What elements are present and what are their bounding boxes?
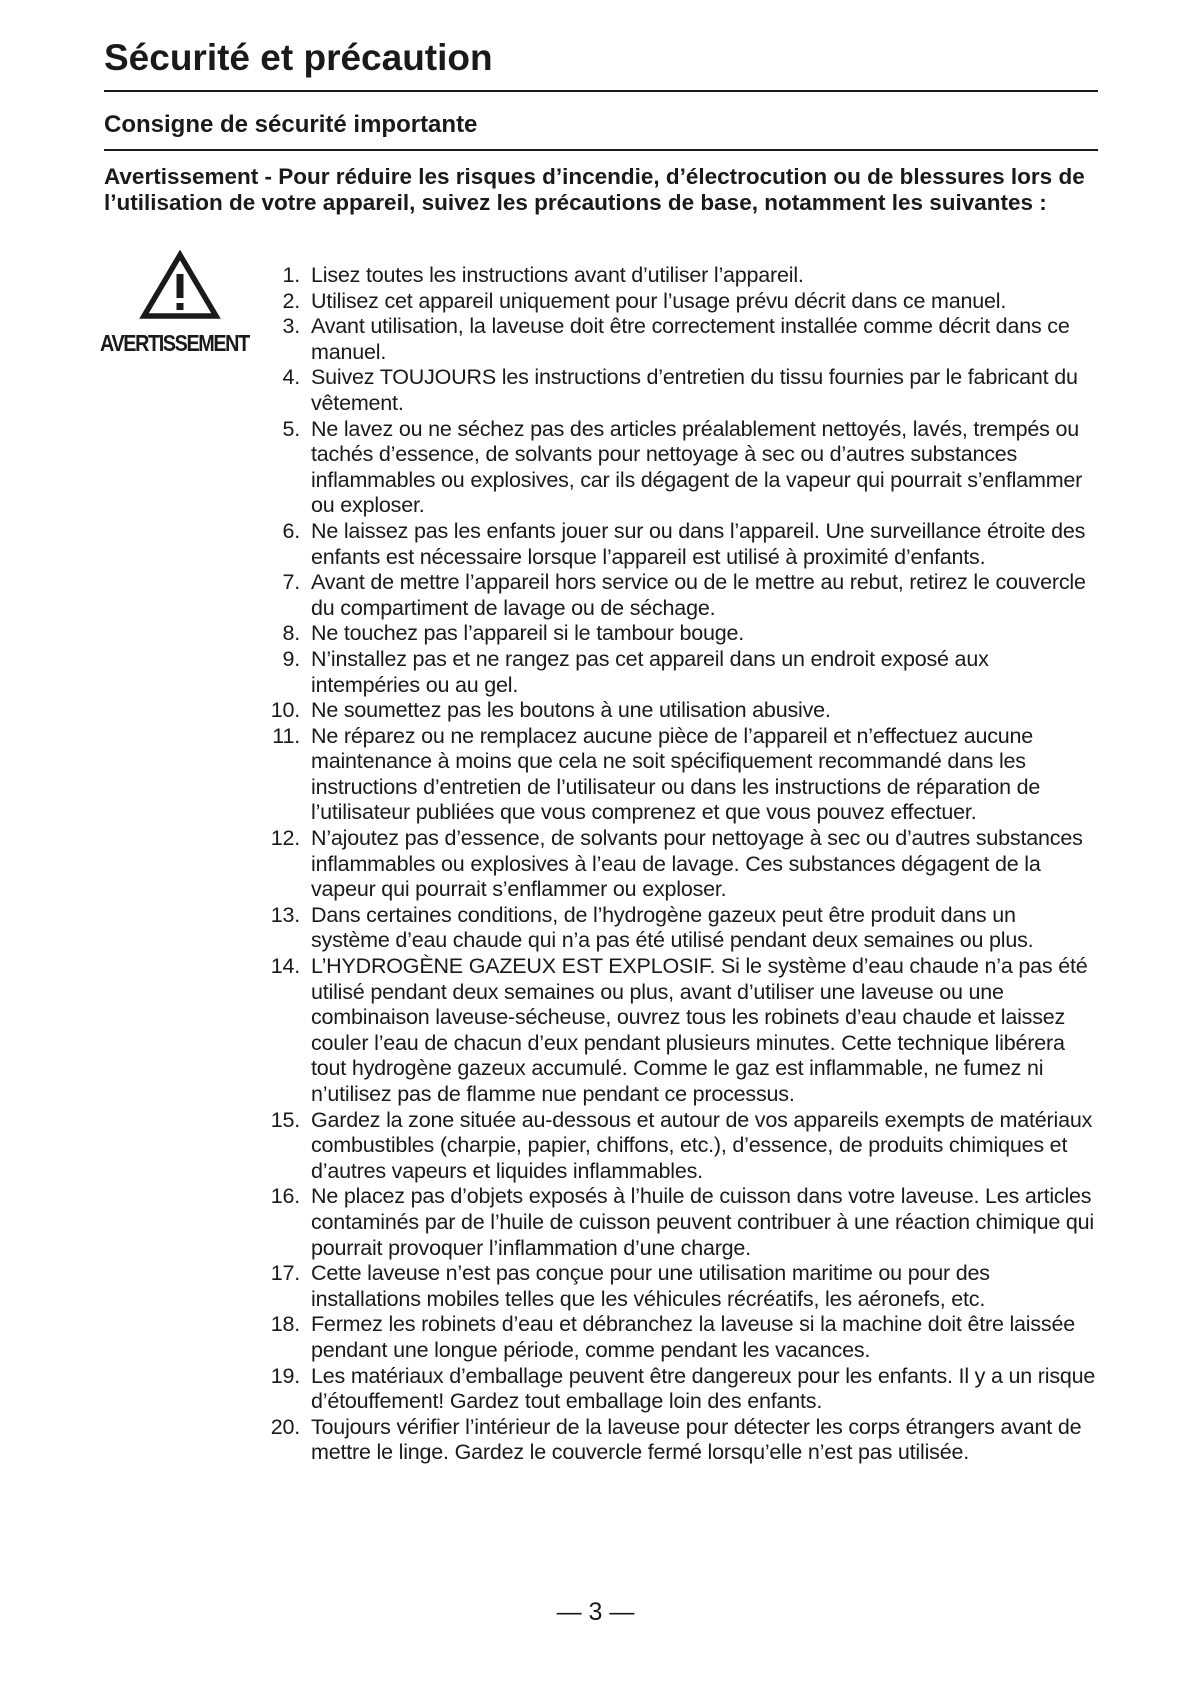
instruction-item	[266, 314, 1096, 365]
instruction-item	[266, 1261, 1096, 1312]
instruction-text: Utilisez cet appareil uniquement pour l’usage prévu décrit dans ce manuel.	[311, 288, 1007, 313]
instruction-number: 10.	[270, 698, 300, 723]
section-title: Consigne de sécurité importante	[104, 111, 478, 138]
instruction-text: Ne réparez ou ne remplacez aucune pièce de l’appareil et n’effectuez aucune maintenance à moins que cela ne soit spécifiquement recommandé dans les instructions d’entretien de l’utilisateur ou dans les instructions de réparation de l’utilisateur publiées que vous comprenez et que vous pouvez effectuer.	[311, 723, 1041, 825]
instruction-item	[266, 1184, 1096, 1261]
page-title: Sécurité et précaution	[104, 37, 493, 78]
instruction-number: 15.	[270, 1107, 300, 1132]
title-divider	[104, 90, 1098, 92]
instruction-text: Les matériaux d’emballage peuvent être dangereux pour les enfants. Il y a un risque d’étouffement! Gardez tout emballage loin des enfants.	[311, 1363, 1096, 1414]
instruction-text: Avant utilisation, la laveuse doit être correctement installée comme décrit dans ce manuel.	[311, 314, 1070, 364]
instruction-number: 1.	[282, 263, 300, 287]
instruction-number: 4.	[282, 365, 300, 390]
instruction-text: Toujours vérifier l’intérieur de la laveuse pour détecter les corps étrangers avant de mettre le linge. Gardez le couvercle fermé lorsqu’elle n’est pas utilisée.	[311, 1414, 1082, 1465]
instruction-text: Ne lavez ou ne séchez pas des articles préalablement nettoyés, lavés, trempés ou tachés d’essence, de solvants pour nettoyage à sec ou d’autres substances inflammables ou explosives, car ils dégagent de la vapeur qui pourrait s’enflammer ou exploser.	[311, 416, 1083, 518]
safety-instructions-list	[266, 263, 1096, 1466]
instruction-text: Cette laveuse n’est pas conçue pour une utilisation maritime ou pour des installations mobiles telles que les véhicules récréatifs, les aéronefs, etc.	[311, 1261, 990, 1311]
instruction-number: 19.	[270, 1363, 300, 1388]
instruction-item	[266, 621, 1096, 647]
instruction-number: 2.	[282, 288, 300, 313]
instruction-text: Ne laissez pas les enfants jouer sur ou dans l’appareil. Une surveillance étroite des enfants est nécessaire lorsque l’appareil est utilisé à proximité d’enfants.	[311, 518, 1086, 569]
instruction-number: 6.	[282, 518, 300, 543]
instruction-text: Lisez toutes les instructions avant d’utiliser l’appareil.	[311, 263, 804, 287]
instruction-number: 3.	[282, 314, 300, 339]
instruction-item	[266, 1415, 1096, 1466]
instruction-item	[266, 903, 1096, 954]
instruction-number: 13.	[270, 902, 300, 927]
instruction-text: Gardez la zone située au-dessous et autour de vos appareils exempts de matériaux combustibles (charpie, papier, chiffons, etc.), d’essence, de produits chimiques et d’autres vapeurs et liquides inflammables.	[311, 1107, 1093, 1183]
instruction-text: Ne soumettez pas les boutons à une utilisation abusive.	[311, 698, 831, 723]
instruction-item	[266, 289, 1096, 315]
instruction-text: Avant de mettre l’appareil hors service ou de le mettre au rebut, retirez le couvercle du compartiment de lavage ou de séchage.	[311, 570, 1086, 620]
instruction-number: 9.	[282, 646, 300, 671]
instruction-text: Ne touchez pas l’appareil si le tambour bouge.	[311, 621, 745, 646]
section-divider	[104, 149, 1098, 151]
instruction-item	[266, 263, 1096, 289]
instruction-text: L’HYDROGÈNE GAZEUX EST EXPLOSIF. Si le système d’eau chaude n’a pas été utilisé pendant deux semaines ou plus, avant d’utiliser une laveuse ou une combinaison laveuse-sécheuse, ouvrez tous les robinets d’eau chaude et laissez couler l’eau de chacun d’eux pendant plusieurs minutes. Cette technique libérera tout hydrogène gazeux accumulé. Comme le gaz est inflammable, ne fumez ni n’utilisez pas de flamme nue pendant ce processus.	[311, 954, 1088, 1106]
instruction-number: 17.	[270, 1261, 300, 1286]
page-number: — 3 —	[556, 1598, 635, 1626]
instruction-item	[266, 698, 1096, 724]
instruction-item	[266, 1312, 1096, 1363]
instruction-text: N’installez pas et ne rangez pas cet appareil dans un endroit exposé aux intempéries ou au gel.	[311, 646, 989, 697]
instruction-item	[266, 1364, 1096, 1415]
instruction-text: Fermez les robinets d’eau et débranchez la laveuse si la machine doit être laissée pendant une longue période, comme pendant les vacances.	[311, 1312, 1075, 1362]
instruction-item	[266, 647, 1096, 698]
instruction-number: 5.	[282, 416, 300, 441]
instruction-number: 12.	[270, 826, 300, 851]
instruction-number: 16.	[270, 1184, 300, 1209]
instruction-number: 11.	[272, 723, 300, 748]
instruction-item	[266, 954, 1096, 1108]
warning-triangle-icon	[139, 250, 221, 320]
instruction-text: Ne placez pas d’objets exposés à l’huile de cuisson dans votre laveuse. Les articles contaminés par de l’huile de cuisson peuvent contribuer à une réaction chimique qui pourrait provoquer l’inflammation d’une charge.	[311, 1184, 1094, 1260]
instruction-number: 20.	[270, 1414, 300, 1439]
instruction-item	[266, 519, 1096, 570]
warning-block	[100, 250, 260, 360]
instruction-item	[266, 826, 1096, 903]
instruction-item	[266, 570, 1096, 621]
instruction-item	[266, 724, 1096, 826]
instruction-item	[266, 1108, 1096, 1185]
instruction-text: Dans certaines conditions, de l’hydrogène gazeux peut être produit dans un système d’eau chaude qui n’a pas été utilisé pendant deux semaines ou plus.	[311, 902, 1034, 953]
warning-label: AVERTISSEMENT	[100, 330, 249, 356]
instruction-number: 7.	[282, 570, 300, 595]
instruction-text: N’ajoutez pas d’essence, de solvants pour nettoyage à sec ou d’autres substances inflammables ou explosives à l’eau de lavage. Ces substances dégagent de la vapeur qui pourrait s’enflammer ou exploser.	[311, 826, 1083, 902]
instruction-item	[266, 417, 1096, 519]
instruction-number: 18.	[270, 1312, 300, 1337]
warning-intro: Avertissement - Pour réduire les risques d’incendie, d’électrocution ou de blessures lors de l’utilisation de votre appareil, suivez les précautions de base, notamment les suivantes :	[104, 164, 1085, 215]
instruction-item	[266, 365, 1096, 416]
instruction-text: Suivez TOUJOURS les instructions d’entretien du tissu fournies par le fabricant du vêtement.	[311, 365, 1078, 415]
instruction-number: 8.	[282, 621, 300, 646]
instruction-number: 14.	[270, 954, 300, 979]
